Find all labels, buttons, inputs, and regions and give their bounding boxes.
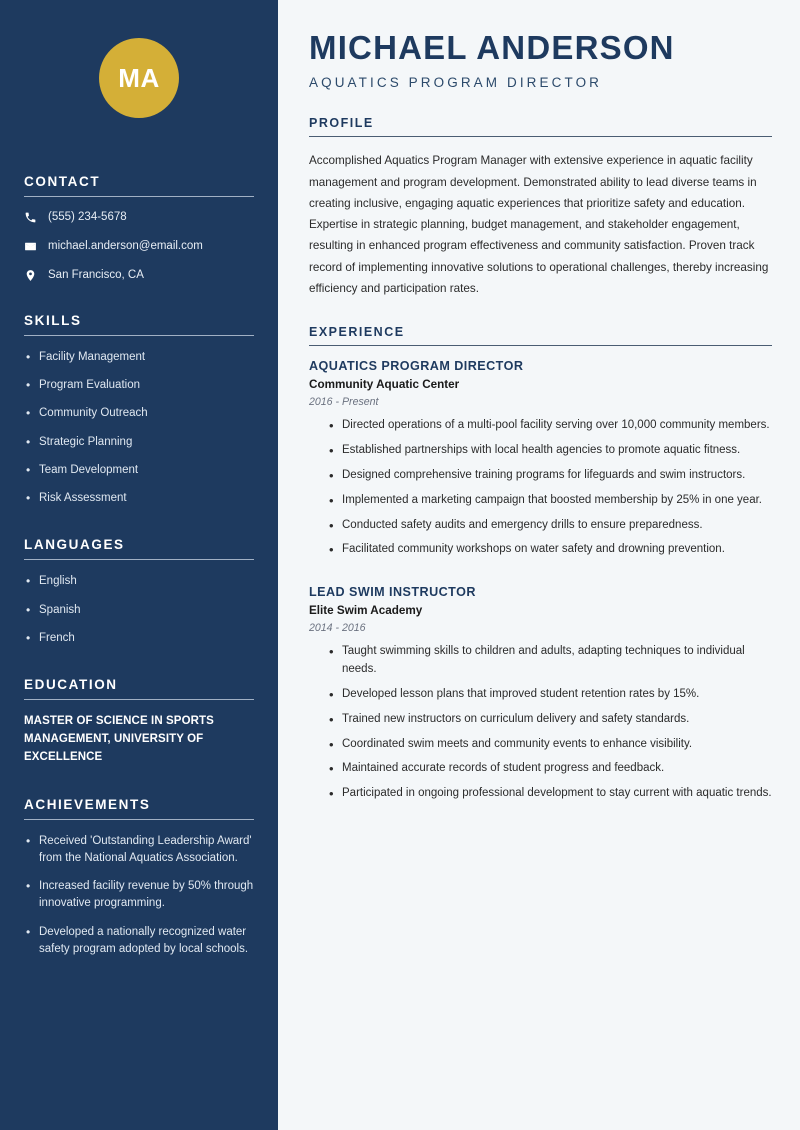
- divider: [24, 196, 254, 197]
- experience-dates: 2014 - 2016: [309, 622, 366, 635]
- list-item: • Participated in ongoing professional development to stay current with aquatic trends.: [329, 785, 772, 803]
- list-item: • Directed operations of a multi-pool facility serving over 10,000 community members.: [329, 417, 772, 435]
- sidebar-section-education: [24, 677, 254, 766]
- avatar-initials: MA: [99, 38, 179, 118]
- list-item: • Program Evaluation: [24, 377, 254, 394]
- list-item: • Implemented a marketing campaign that boosted membership by 25% in one year.: [329, 492, 772, 510]
- contact-value-phone: (555) 234-5678: [48, 211, 127, 223]
- list-item: • Designed comprehensive training programs for lifeguards and swim instructors.: [329, 467, 772, 485]
- experience-entry: [309, 585, 772, 803]
- sidebar-heading-contact: CONTACT: [24, 174, 101, 189]
- list-item: • Conducted safety audits and emergency drills to ensure preparedness.: [329, 517, 772, 535]
- avatar-wrapper: [24, 0, 254, 128]
- list-item: • Facilitated community workshops on water safety and drowning prevention.: [329, 541, 772, 559]
- sidebar-heading-skills: SKILLS: [24, 312, 82, 328]
- list-item: • Developed lesson plans that improved student retention rates by 15%.: [329, 686, 772, 704]
- list-item: • Strategic Planning: [24, 434, 254, 451]
- section-heading-experience: EXPERIENCE: [309, 325, 405, 340]
- list-item: • Received 'Outstanding Leadership Award' from the National Aquatics Association.: [24, 833, 254, 868]
- divider: [309, 136, 772, 137]
- list-item: • Community Outreach: [24, 405, 254, 422]
- experience-dates: 2016 - Present: [309, 396, 379, 409]
- list-item: • Increased facility revenue by 50% through innovative programming.: [24, 878, 254, 913]
- list-item: • Team Development: [24, 462, 254, 479]
- sidebar-heading-education: EDUCATION: [24, 677, 118, 693]
- list-item: • Risk Assessment: [24, 490, 254, 507]
- job-role-subtitle: AQUATICS PROGRAM DIRECTOR: [309, 75, 603, 91]
- section-experience: [309, 325, 772, 803]
- divider: [24, 559, 254, 560]
- contact-value-email: michael.anderson@email.com: [48, 239, 203, 252]
- list-item: • Maintained accurate records of student progress and feedback.: [329, 760, 772, 778]
- achievements-list: [24, 833, 254, 959]
- divider: [24, 819, 254, 820]
- sidebar-heading-languages: LANGUAGES: [24, 537, 125, 553]
- education-entry: MASTER OF SCIENCE IN SPORTS MANAGEMENT, UNIVERSITY OF EXCELLENCE: [24, 715, 214, 763]
- experience-bullets: [309, 417, 772, 559]
- contact-item-email[interactable]: [24, 239, 254, 254]
- languages-list: [24, 573, 254, 647]
- spacer: [309, 573, 772, 585]
- section-heading-profile: PROFILE: [309, 116, 374, 131]
- contact-list: [24, 210, 254, 283]
- sidebar: [0, 0, 278, 1130]
- list-item: • English: [24, 573, 254, 590]
- contact-item-phone[interactable]: [24, 210, 254, 225]
- sidebar-section-skills: [24, 313, 254, 508]
- experience-title: AQUATICS PROGRAM DIRECTOR: [309, 359, 524, 374]
- list-item: • Trained new instructors on curriculum delivery and safety standards.: [329, 711, 772, 729]
- email-icon: [24, 240, 37, 253]
- contact-item-location[interactable]: [24, 268, 254, 283]
- experience-company: Elite Swim Academy: [309, 604, 423, 618]
- profile-text: Accomplished Aquatics Program Manager with extensive experience in aquatic facility management and program development. Demonstrated ability to lead diverse teams in creating inclusive, engaging aquatic experiences that prioritize safety and education. Expertise in strategic planning, budget management, and stakeholder engagement, resulting in enhanced program effectiveness and community satisfaction. Proven track record of implementing innovative solutions to operational challenges, thereby increasing efficiency and participation rates.: [309, 154, 769, 296]
- list-item: • Established partnerships with local health agencies to promote aquatic fitness.: [329, 442, 772, 460]
- list-item: • Spanish: [24, 602, 254, 619]
- contact-value-location: San Francisco, CA: [48, 268, 144, 281]
- phone-icon: [24, 211, 37, 224]
- skills-list: [24, 349, 254, 508]
- location-pin-icon: [24, 269, 37, 282]
- list-item: • Facility Management: [24, 349, 254, 366]
- experience-title: LEAD SWIM INSTRUCTOR: [309, 585, 476, 600]
- page-title: MICHAEL ANDERSON: [309, 29, 675, 66]
- list-item: • Coordinated swim meets and community events to enhance visibility.: [329, 736, 772, 754]
- divider: [24, 699, 254, 700]
- sidebar-section-achievements: [24, 797, 254, 959]
- sidebar-heading-achievements: ACHIEVEMENTS: [24, 796, 151, 812]
- list-item: • Developed a nationally recognized water safety program adopted by local schools.: [24, 924, 254, 959]
- divider: [309, 345, 772, 346]
- list-item: • French: [24, 630, 254, 647]
- list-item: • Taught swimming skills to children and adults, adapting techniques to individual needs.: [329, 643, 772, 679]
- section-profile: [309, 116, 772, 299]
- experience-bullets: [309, 643, 772, 803]
- divider: [24, 335, 254, 336]
- sidebar-section-contact: [24, 174, 254, 283]
- main-content: [278, 0, 800, 1130]
- experience-company: Community Aquatic Center: [309, 378, 460, 392]
- sidebar-section-languages: [24, 537, 254, 647]
- experience-entry: [309, 359, 772, 559]
